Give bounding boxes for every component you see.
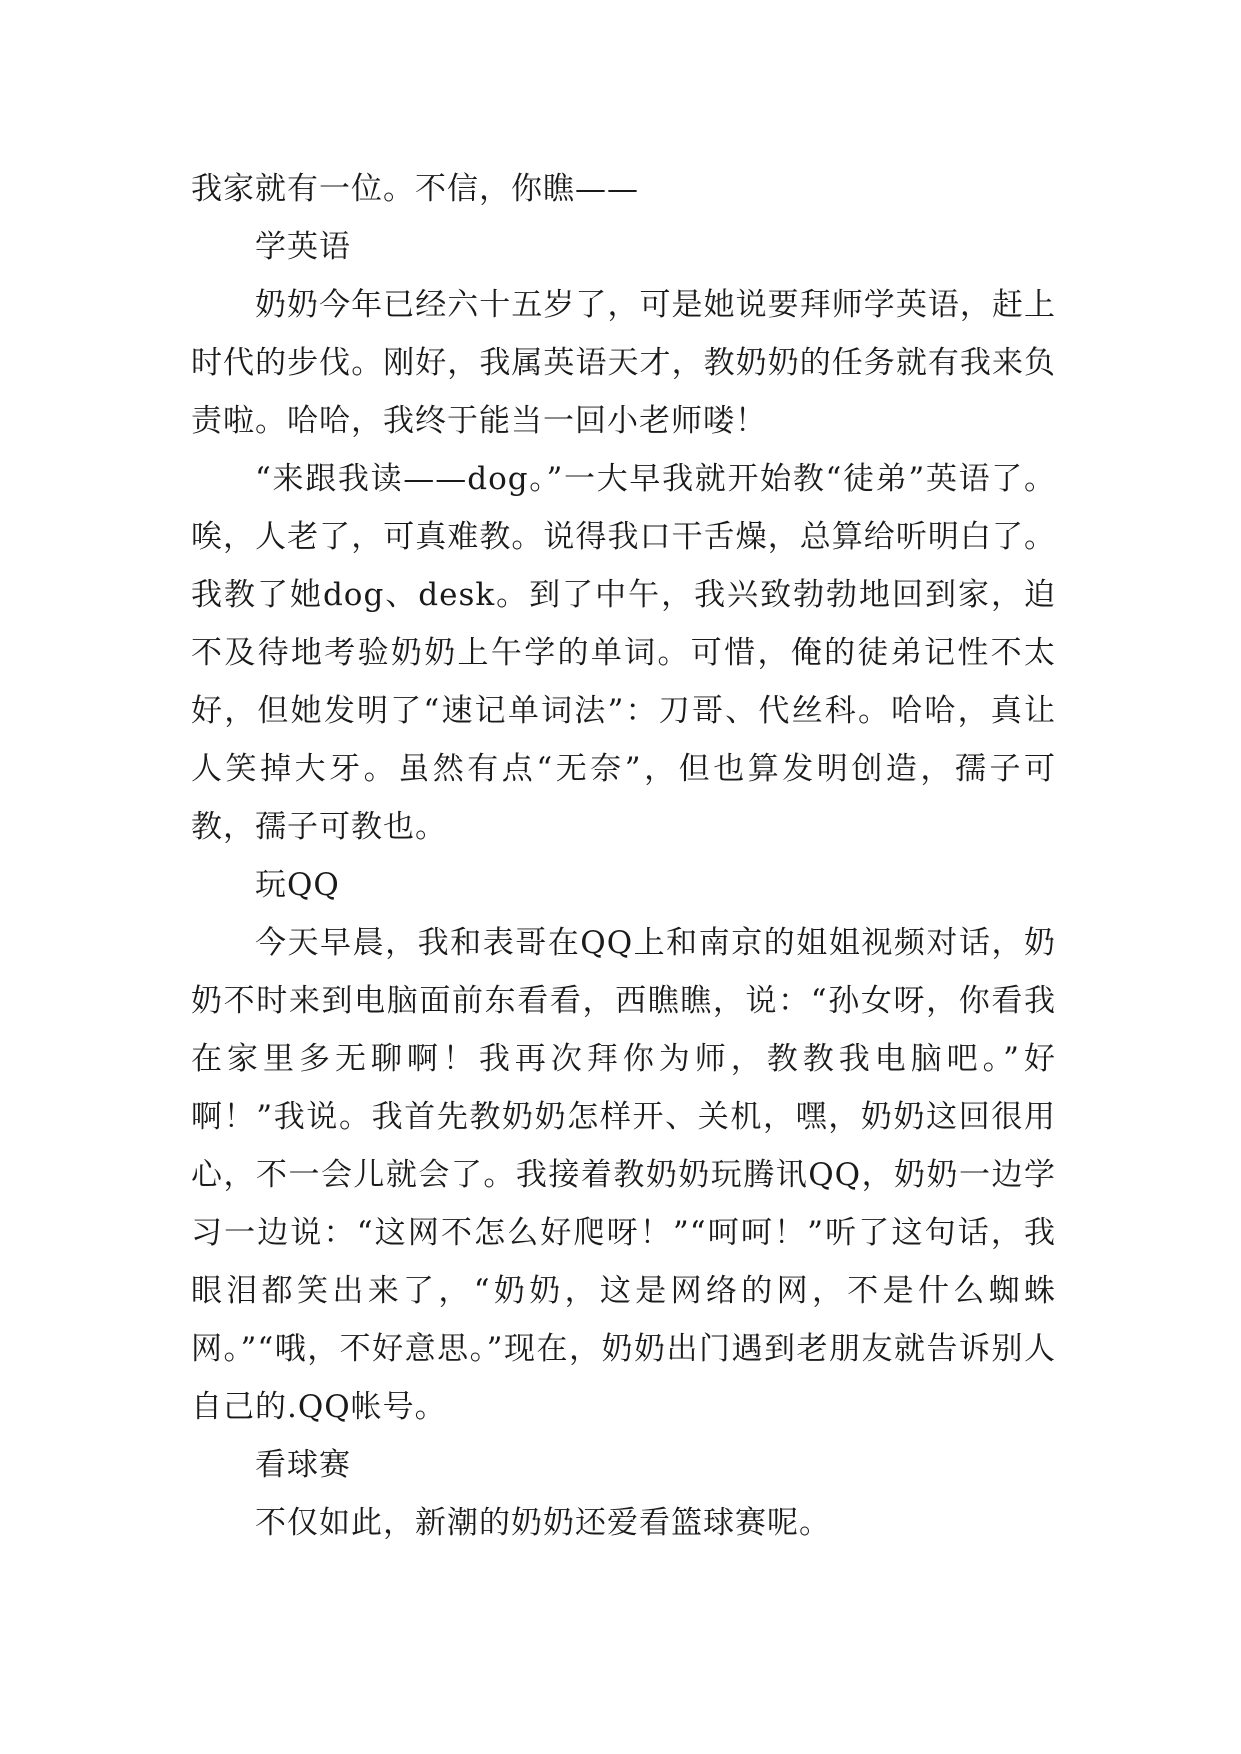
- paragraph-qq: 今天早晨，我和表哥在QQ上和南京的姐姐视频对话，奶奶不时来到电脑面前东看看，西瞧瞧，说：“孙女呀，你看我在家里多无聊啊！我再次拜你为师，教教我电脑吧。”好啊！”我说。我首先教奶奶怎样开、关机，嘿，奶奶这回很用心，不一会儿就会了。我接着教奶奶玩腾讯QQ，奶奶一边学习一边说：“这网不怎么好爬呀！”“呵呵！”听了这句话，我眼泪都笑出来了，“奶奶，这是网络的网，不是什么蜘蛛网。”“哦，不好意思。”现在，奶奶出门遇到老朋友就告诉别人自己的.QQ帐号。: [191, 925, 1056, 1425]
- paragraph-english-1: 奶奶今年已经六十五岁了，可是她说要拜师学英语，赶上时代的步伐。刚好，我属英语天才，教奶奶的任务就有我来负责啦。哈哈，我终于能当一回小老师喽！: [191, 287, 1056, 439]
- section-heading-watch-game: 看球赛: [255, 1447, 351, 1483]
- paragraph-watch-game: 不仅如此，新潮的奶奶还爱看篮球赛呢。: [255, 1505, 831, 1541]
- paragraph-intro: 我家就有一位。不信，你瞧——: [191, 171, 639, 207]
- section-heading-play-qq: 玩QQ: [255, 867, 340, 903]
- section-heading-learn-english: 学英语: [255, 229, 351, 265]
- paragraph-english-2: “来跟我读——dog。”一大早我就开始教“徒弟”英语了。唉，人老了，可真难教。说得我口干舌燥，总算给听明白了。我教了她dog、desk。到了中午，我兴致勃勃地回到家，迫不及待地考验奶奶上午学的单词。可惜，俺的徒弟记性不太好，但她发明了“速记单词法”：刀哥、代丝科。哈哈，真让人笑掉大牙。虽然有点“无奈”，但也算发明创造，孺子可教，孺子可教也。: [191, 461, 1056, 845]
- document-body: [191, 160, 1056, 1552]
